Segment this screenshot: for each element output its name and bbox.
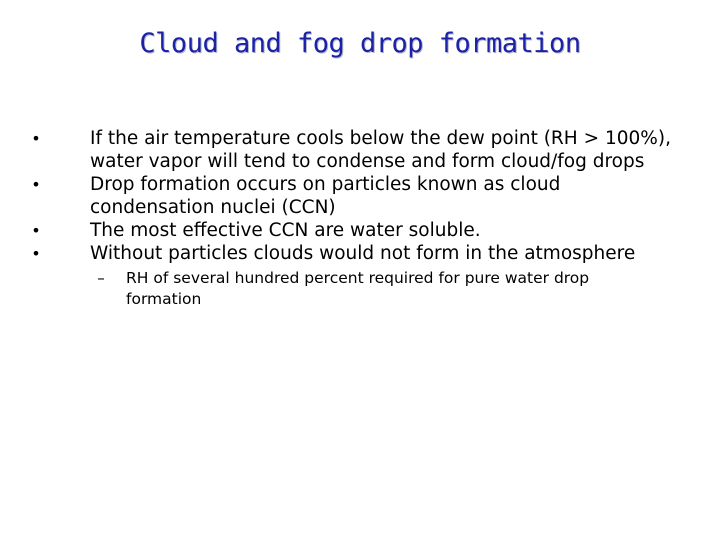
bullet-marker: • <box>31 175 41 194</box>
bullet-list <box>31 127 690 310</box>
sub-bullet-marker: – <box>97 269 105 287</box>
bullet-item <box>31 127 690 173</box>
slide-title: Cloud and fog drop formation <box>139 28 581 59</box>
bullet-text: If the air temperature cools below the dew point (RH > 100%), water vapor will tend to condense and form cloud/fog drops <box>90 128 671 172</box>
bullet-item <box>31 219 690 242</box>
bullet-item <box>31 242 690 310</box>
bullet-text: Without particles clouds would not form in the atmosphere <box>90 243 636 264</box>
bullet-marker: • <box>31 129 41 148</box>
bullet-marker: • <box>31 221 41 240</box>
sub-bullet-list <box>90 268 690 310</box>
bullet-marker: • <box>31 244 41 263</box>
sub-bullet-text: RH of several hundred percent required for pure water drop formation <box>126 269 590 308</box>
bullet-text: Drop formation occurs on particles known as cloud condensation nuclei (CCN) <box>90 174 561 218</box>
bullet-text: The most effective CCN are water soluble. <box>90 220 481 241</box>
bullet-item <box>31 173 690 219</box>
sub-bullet-item <box>97 268 646 310</box>
